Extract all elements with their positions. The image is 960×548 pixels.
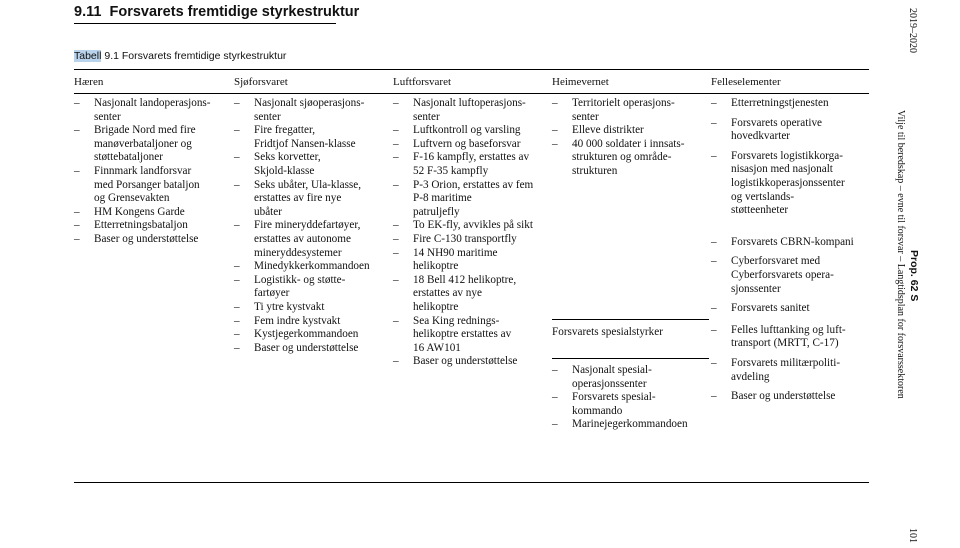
list-item-line: – Forsvarets logistikkorga- (731, 149, 843, 162)
list-item-line: – Seks korvetter, (254, 151, 321, 164)
list-item (393, 151, 533, 178)
list-item-line: – Cyberforsvaret med (731, 255, 821, 268)
list-item-line: manøverbataljoner og (94, 137, 192, 150)
list-item (393, 355, 533, 369)
list-item (234, 301, 370, 315)
list-item (234, 97, 370, 124)
list-item-line: – Luftvern og baseforsvar (413, 137, 521, 150)
list-item-line: – Forsvarets sanitet (731, 302, 810, 315)
column-header: Luftforsvaret (393, 76, 452, 88)
section-heading (74, 4, 359, 20)
list-item (711, 97, 854, 111)
list-item-line: – Felles lufttanking og luft- (731, 323, 846, 336)
list-item (711, 255, 854, 296)
margin-prop: Prop. 62 S (908, 250, 920, 302)
list-item-line: – Luftkontroll og varsling (413, 124, 521, 137)
table-bottom-rule (74, 482, 869, 483)
list-item (552, 124, 684, 138)
list-item-line: – Nasjonalt sjøoperasjons- (254, 97, 365, 109)
list-item (393, 97, 533, 124)
list-item-line: – Fire fregatter, (254, 124, 316, 137)
list-item-line: ubåter (254, 205, 282, 218)
column-heimevernet (552, 97, 684, 179)
list-item-line: strukturen (572, 164, 618, 177)
list-item (552, 391, 688, 418)
column-luftforsvaret (393, 97, 533, 369)
column-header: Felleselementer (711, 76, 781, 88)
list-item-line: – Fire mineryddefartøyer, (254, 219, 361, 232)
list-item-line: – Sea King rednings- (413, 314, 500, 327)
list-item-line: mineryddesystemer (254, 246, 342, 259)
list-item-line: – Baser og understøttelse (254, 341, 359, 354)
list-item (234, 124, 370, 151)
list-item-line: – Nasjonalt luftoperasjons- (413, 97, 526, 109)
list-item-line: senter (413, 110, 440, 123)
list-item-line: helikoptre erstattes av (413, 328, 512, 341)
list-item-line: sjonssenter (731, 282, 781, 295)
list-item-line: – Logistikk- og støtte- (254, 273, 346, 286)
list-item-line: patruljefly (413, 205, 460, 218)
list-item (393, 219, 533, 233)
list-item (552, 138, 684, 179)
column-sjoforsvaret (234, 97, 370, 355)
list-item-line: – Forsvarets CBRN-kompani (731, 235, 854, 248)
list-item-line: senter (254, 110, 281, 123)
list-item-line: støttebataljoner (94, 151, 163, 164)
list-item-line: – HM Kongens Garde (94, 205, 185, 218)
list-item (393, 124, 533, 138)
margin-years: 2019–2020 (907, 8, 918, 53)
list-item-line: – Elleve distrikter (572, 124, 644, 137)
list-item-line: erstattes av nye (413, 287, 482, 300)
column-header: Sjøforsvaret (234, 76, 288, 88)
list-item-line: – Ti ytre kystvakt (254, 300, 325, 313)
list-item-line: og vertslands- (731, 190, 795, 203)
list-item (711, 117, 854, 144)
list-item-line: – Nasjonalt landoperasjons- (94, 97, 211, 109)
list-item-line: – Baser og understøttelse (413, 355, 518, 368)
list-item (711, 236, 854, 250)
column-haeren (74, 97, 211, 247)
table-top-rule (74, 69, 869, 70)
list-item-line: – Kystjegerkommandoen (254, 328, 359, 341)
list-item (711, 150, 854, 218)
list-item-line: – Finnmark landforsvar (94, 164, 192, 177)
column-header: Hæren (74, 76, 104, 88)
list-item (234, 315, 370, 329)
list-item-line: – Baser og understøttelse (94, 232, 199, 245)
list-item (234, 179, 370, 220)
list-item-line: nisasjon med nasjonalt (731, 163, 833, 176)
list-item (234, 151, 370, 178)
list-item (393, 179, 533, 220)
section-number: 9.11 (74, 4, 102, 20)
list-item (74, 233, 211, 247)
table-caption (74, 50, 286, 62)
list-item-line: senter (94, 110, 121, 123)
list-item (552, 364, 688, 391)
table-header-rule (74, 93, 869, 94)
list-item-line: – Territorielt operasjons- (572, 97, 675, 109)
section-underline (74, 23, 336, 24)
margin-page-number: 101 (907, 528, 918, 543)
list-item-line: kommando (572, 404, 623, 417)
list-item (74, 165, 211, 206)
list-item-line: – F-16 kampfly, erstattes av (413, 151, 530, 164)
column-spesialstyrker (552, 364, 688, 432)
list-item-line: erstattes av autonome (254, 232, 351, 245)
list-item (234, 328, 370, 342)
list-item-line: erstattes av fire nye (254, 192, 342, 205)
list-item-line: hovedkvarter (731, 130, 791, 143)
list-item-line: – Minedykkerkommandoen (254, 260, 370, 273)
list-item-line: fartøyer (254, 287, 290, 300)
list-item (234, 219, 370, 260)
list-item-line: – Fire C-130 transportfly (413, 232, 517, 245)
margin-running-title: Vilje til beredskap – evne til forsvar – Langtidsplan for forsvarssektoren (895, 110, 906, 399)
list-item-line: – Forsvarets militærpoliti- (731, 356, 841, 369)
list-item-line: støtteenheter (731, 204, 789, 217)
list-item-line: 52 F-35 kampfly (413, 164, 489, 177)
list-item-line: helikoptre (413, 300, 459, 313)
list-item (234, 274, 370, 301)
list-item-line: Cyberforsvarets opera- (731, 268, 834, 281)
column-felleselementer (711, 97, 854, 404)
list-item (74, 97, 211, 124)
list-item-line: – Nasjonalt spesial- (572, 364, 652, 376)
list-item (393, 233, 533, 247)
search-highlight[interactable]: Tabell (74, 50, 102, 62)
list-item-line: – Forsvarets operative (731, 116, 823, 129)
list-item-line: senter (572, 110, 599, 123)
subgroup-top-rule (552, 319, 709, 320)
caption-text: 9.1 Forsvarets fremtidige styrkestruktur (104, 50, 287, 62)
list-item-line: Fridtjof Nansen-klasse (254, 137, 356, 150)
list-item-line: med Porsanger bataljon (94, 178, 200, 191)
list-item (393, 315, 533, 356)
list-item-line: – Brigade Nord med fire (94, 124, 196, 137)
subgroup-header-rule (552, 358, 709, 359)
list-item-line: helikoptre (413, 260, 459, 273)
list-item (74, 206, 211, 220)
list-item-line: – Marinejegerkommandoen (572, 418, 688, 431)
list-item-line: – Etterretningsbataljon (94, 219, 188, 232)
list-item (711, 324, 854, 351)
list-item (552, 97, 684, 124)
list-item-line: Skjold-klasse (254, 164, 315, 177)
list-item (74, 219, 211, 233)
list-item (711, 302, 854, 316)
list-item-line: – Baser og understøttelse (731, 390, 836, 403)
list-item-line: – 40 000 soldater i innsats- (572, 137, 685, 150)
list-item-line: P-8 maritime (413, 192, 472, 205)
list-item (393, 247, 533, 274)
list-item-line: strukturen og område- (572, 151, 672, 164)
list-item-line: – Forsvarets spesial- (572, 391, 656, 404)
subgroup-header: Forsvarets spesialstyrker (552, 326, 663, 338)
list-item-line: – To EK-fly, avvikles på sikt (413, 219, 533, 232)
list-item-line: og Grensevakten (94, 192, 170, 205)
section-title: Forsvarets fremtidige styrkestruktur (109, 4, 360, 20)
column-header: Heimevernet (552, 76, 609, 88)
list-item-line: avdeling (731, 370, 770, 383)
list-item (393, 138, 533, 152)
list-item (711, 357, 854, 384)
list-item (234, 342, 370, 356)
list-item (393, 274, 533, 315)
list-item-line: – P-3 Orion, erstattes av fem (413, 178, 534, 191)
list-item-line: – 18 Bell 412 helikoptre, (413, 273, 517, 286)
list-item (74, 124, 211, 165)
list-item-line: operasjonssenter (572, 377, 647, 390)
list-item-line: 16 AW101 (413, 341, 461, 354)
list-item (234, 260, 370, 274)
list-item-line: – Seks ubåter, Ula-klasse, (254, 178, 362, 191)
list-item-line: logistikkoperasjonssenter (731, 176, 845, 189)
list-item (552, 418, 688, 432)
list-item-line: – Etterretningstjenesten (731, 97, 829, 109)
list-item-line: transport (MRTT, C-17) (731, 337, 839, 350)
list-item (711, 390, 854, 404)
list-item-line: – Fem indre kystvakt (254, 314, 341, 327)
list-item-line: – 14 NH90 maritime (413, 246, 498, 259)
